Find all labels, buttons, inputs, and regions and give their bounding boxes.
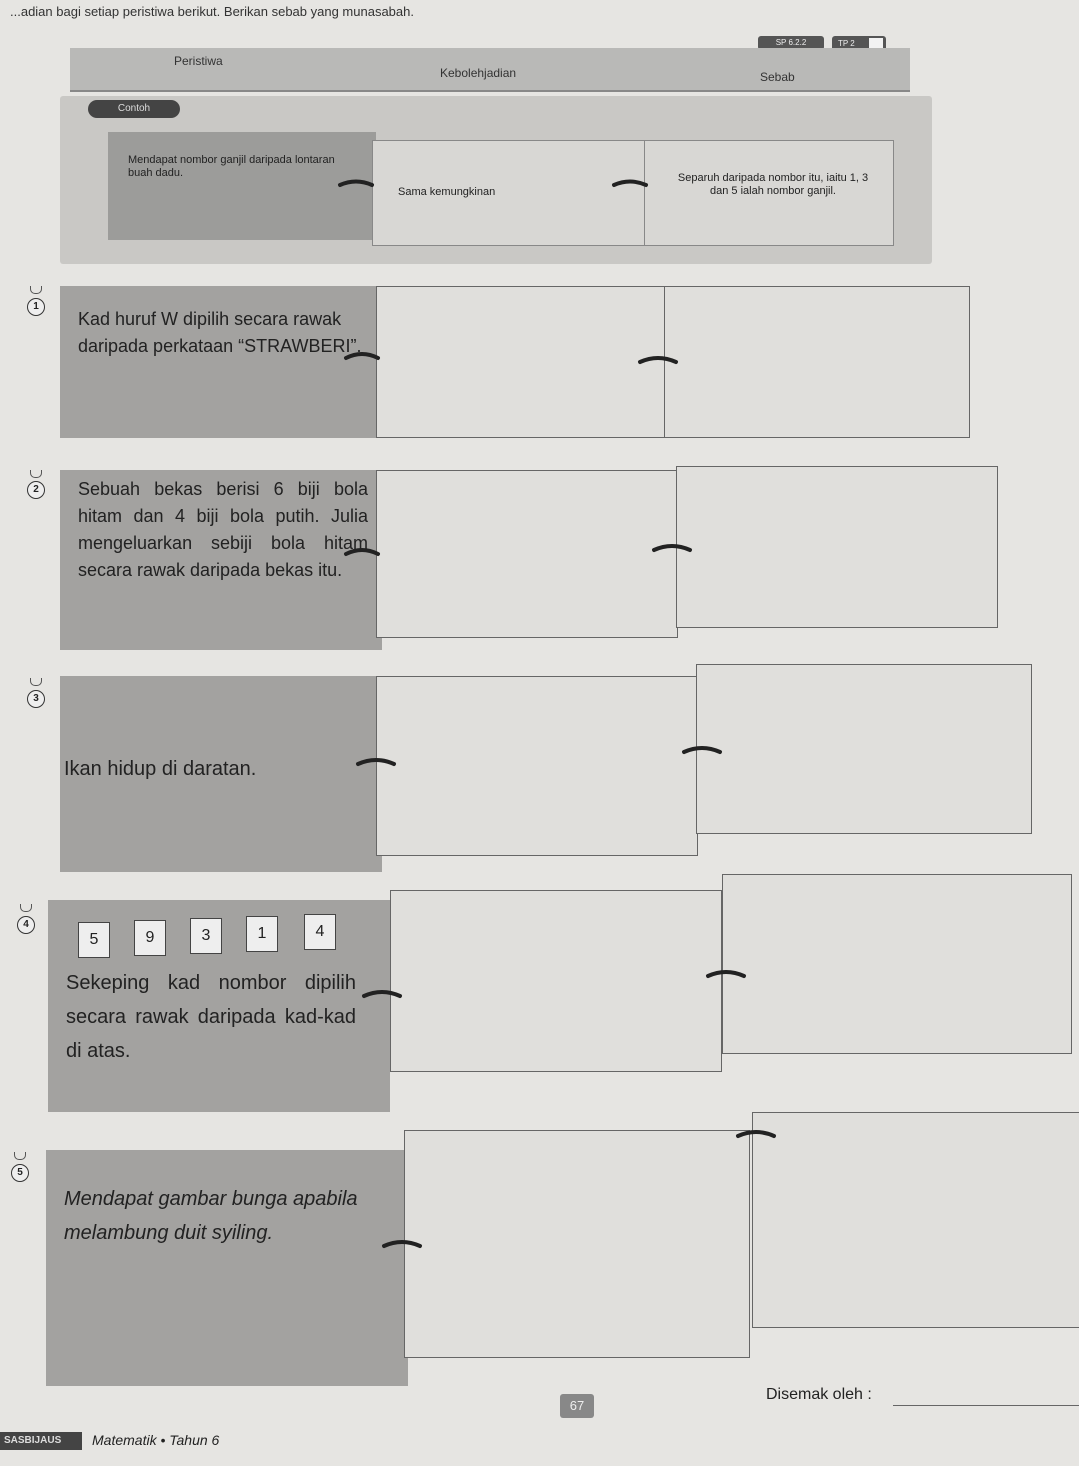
number-card: 1 — [246, 916, 278, 952]
instruction-text: ...adian bagi setiap peristiwa berikut. Berikan sebab yang munasabah. — [10, 4, 414, 19]
number-card: 5 — [78, 922, 110, 958]
standard-badge: SP 6.2.2 — [758, 36, 824, 50]
arrow-icon — [364, 992, 400, 996]
signature-line[interactable] — [893, 1405, 1079, 1406]
arrow-icon — [708, 972, 744, 976]
example-event-text: Mendapat nombor ganjil daripada lontaran buah dadu. — [128, 154, 335, 179]
number-card: 9 — [134, 920, 166, 956]
question-4-text: Sekeping kad nombor dipilih secara rawak daripada kad-kad di atas. — [66, 972, 356, 1062]
publisher-logo: SASBIJAUS — [0, 1432, 82, 1450]
arrow-icon — [340, 182, 372, 186]
example-probability-text: Sama kemungkinan — [398, 186, 496, 198]
arrow-icon — [640, 358, 676, 362]
header-peristiwa: Peristiwa — [174, 54, 223, 68]
page-number: 67 — [560, 1394, 594, 1418]
question-1-text: Kad huruf W dipilih secara rawak daripada perkataan “STRAWBERI”. — [78, 309, 362, 356]
header-kebolehjadian: Kebolehjadian — [440, 66, 517, 80]
header-sebab: Sebab — [760, 70, 795, 84]
arrow-icon — [346, 354, 378, 358]
question-3-number: 3 — [27, 690, 45, 708]
number-card: 3 — [190, 918, 222, 954]
arrow-icon — [654, 546, 690, 550]
question-2-number: 2 — [27, 481, 45, 499]
question-1-number: 1 — [27, 298, 45, 316]
tp-label: TP 2 — [838, 39, 855, 48]
example-reason-text: Separuh daripada nombor itu, iaitu 1, 3 dan 5 ialah nombor ganjil. — [677, 172, 869, 197]
arrow-icon — [614, 182, 646, 186]
arrow-icon — [738, 1132, 774, 1136]
question-5-number: 5 — [11, 1164, 29, 1182]
question-2-text: Sebuah bekas berisi 6 biji bola hitam dan 4 biji bola putih. Julia mengeluarkan sebiji bola hitam secara rawak daripada bekas itu. — [78, 479, 368, 580]
number-card: 4 — [304, 914, 336, 950]
question-5-text: Mendapat gambar bunga apabila melambung duit syiling. — [64, 1188, 358, 1244]
arrow-icon — [358, 760, 394, 764]
arrow-icon — [384, 1242, 420, 1246]
arrow-icon — [346, 550, 378, 554]
question-4-number: 4 — [17, 916, 35, 934]
example-label: Contoh — [88, 100, 180, 118]
arrow-icon — [684, 748, 720, 752]
checked-by-label: Disemak oleh : — [766, 1386, 872, 1403]
question-3-text: Ikan hidup di daratan. — [64, 758, 257, 780]
book-title: Matematik • Tahun 6 — [92, 1432, 220, 1448]
